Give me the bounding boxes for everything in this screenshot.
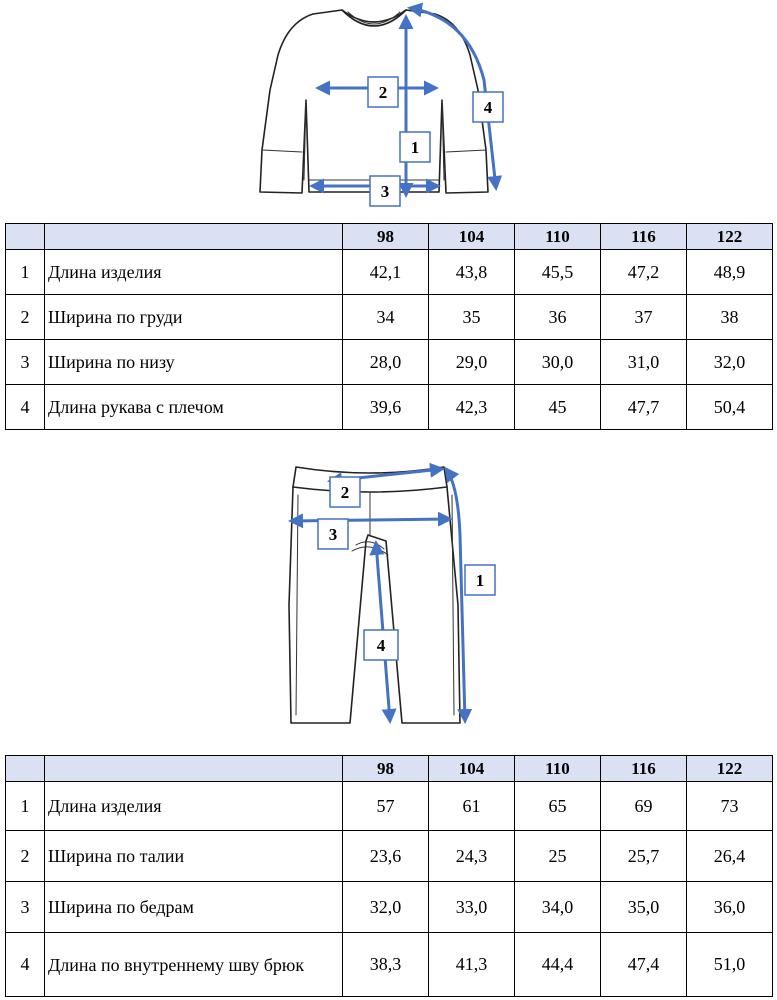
row-name: Длина изделия: [45, 250, 343, 295]
header-size: 116: [601, 756, 687, 782]
row-index: 4: [6, 385, 45, 430]
row-name: Ширина по бедрам: [45, 882, 343, 933]
row-name: Длина изделия: [45, 782, 343, 831]
pants-outline: [289, 467, 460, 723]
row-value: 47,4: [601, 933, 687, 997]
row-value: 32,0: [343, 882, 429, 933]
table-header-row: [6, 224, 773, 250]
row-value: 36: [515, 295, 601, 340]
row-value: 29,0: [429, 340, 515, 385]
row-value: 42,1: [343, 250, 429, 295]
row-value: 30,0: [515, 340, 601, 385]
header-index-cell: [6, 756, 45, 782]
row-name: Длина рукава с плечом: [45, 385, 343, 430]
svg-text:2: 2: [378, 83, 388, 102]
pants-hip-line: [291, 519, 450, 521]
row-value: 47,2: [601, 250, 687, 295]
row-value: 24,3: [429, 831, 515, 882]
row-index: 4: [6, 933, 45, 997]
row-name: Ширина по низу: [45, 340, 343, 385]
row-index: 3: [6, 340, 45, 385]
marker-3: [370, 176, 400, 206]
header-size: 110: [515, 224, 601, 250]
row-value: 50,4: [687, 385, 773, 430]
row-value: 31,0: [601, 340, 687, 385]
header-size: 104: [429, 224, 515, 250]
row-value: 23,6: [343, 831, 429, 882]
table-row: [6, 385, 773, 430]
row-value: 65: [515, 782, 601, 831]
row-value: 26,4: [687, 831, 773, 882]
header-size: 122: [687, 224, 773, 250]
row-value: 34: [343, 295, 429, 340]
header-size: 98: [343, 756, 429, 782]
svg-text:1: 1: [410, 138, 420, 157]
row-index: 2: [6, 831, 45, 882]
marker-1: [400, 132, 430, 162]
sweater-size-table: [5, 223, 773, 430]
header-size: 116: [601, 224, 687, 250]
header-size: 122: [687, 756, 773, 782]
marker-4: [364, 630, 398, 660]
row-name: Длина по внутреннему шву брюк: [45, 933, 343, 997]
marker-4: [473, 92, 503, 122]
row-value: 35,0: [601, 882, 687, 933]
table-row: [6, 250, 773, 295]
marker-3: [318, 519, 348, 549]
svg-text:4: 4: [376, 636, 386, 655]
header-size: 104: [429, 756, 515, 782]
table-header-row: [6, 756, 773, 782]
row-value: 51,0: [687, 933, 773, 997]
svg-text:3: 3: [380, 182, 390, 201]
row-value: 32,0: [687, 340, 773, 385]
row-value: 45: [515, 385, 601, 430]
header-index-cell: [6, 224, 45, 250]
header-size: 110: [515, 756, 601, 782]
sweater-diagram: [0, 0, 777, 215]
row-index: 2: [6, 295, 45, 340]
marker-2: [330, 477, 360, 507]
header-name-cell: [45, 224, 343, 250]
row-value: 73: [687, 782, 773, 831]
svg-text:4: 4: [483, 98, 493, 117]
row-index: 1: [6, 782, 45, 831]
pants-diagram: [0, 455, 777, 745]
row-value: 39,6: [343, 385, 429, 430]
pants-figure: [0, 455, 777, 745]
table-row: [6, 782, 773, 831]
row-value: 43,8: [429, 250, 515, 295]
row-value: 25,7: [601, 831, 687, 882]
table-row: [6, 831, 773, 882]
table-row: [6, 933, 773, 997]
row-value: 38: [687, 295, 773, 340]
row-value: 28,0: [343, 340, 429, 385]
table-row: [6, 882, 773, 933]
row-value: 34,0: [515, 882, 601, 933]
row-name: Ширина по талии: [45, 831, 343, 882]
pants-size-table: [5, 755, 773, 997]
svg-text:1: 1: [475, 571, 485, 590]
row-value: 36,0: [687, 882, 773, 933]
row-value: 25: [515, 831, 601, 882]
row-value: 42,3: [429, 385, 515, 430]
svg-text:3: 3: [328, 525, 338, 544]
marker-1: [465, 565, 495, 595]
marker-2: [368, 77, 398, 107]
header-name-cell: [45, 756, 343, 782]
row-value: 38,3: [343, 933, 429, 997]
row-value: 37: [601, 295, 687, 340]
row-value: 35: [429, 295, 515, 340]
row-name: Ширина по груди: [45, 295, 343, 340]
row-value: 57: [343, 782, 429, 831]
header-size: 98: [343, 224, 429, 250]
table-row: [6, 340, 773, 385]
table-row: [6, 295, 773, 340]
row-value: 69: [601, 782, 687, 831]
row-value: 48,9: [687, 250, 773, 295]
row-value: 41,3: [429, 933, 515, 997]
row-index: 3: [6, 882, 45, 933]
row-value: 33,0: [429, 882, 515, 933]
svg-text:2: 2: [340, 483, 350, 502]
sweater-figure: [0, 0, 777, 215]
row-index: 1: [6, 250, 45, 295]
row-value: 44,4: [515, 933, 601, 997]
row-value: 61: [429, 782, 515, 831]
row-value: 47,7: [601, 385, 687, 430]
row-value: 45,5: [515, 250, 601, 295]
